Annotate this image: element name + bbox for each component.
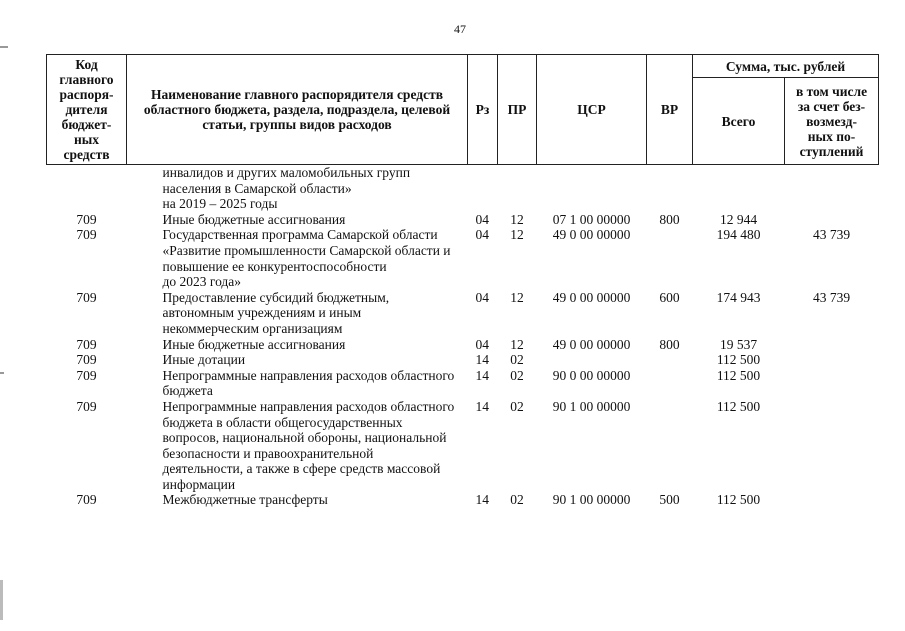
free-cell (785, 352, 879, 368)
header-vr: ВР (647, 55, 693, 165)
vr-cell: 800 (659, 336, 680, 352)
free-cell (785, 368, 879, 399)
code-cell: 709 (76, 211, 97, 227)
pr-cell: 02 (510, 367, 524, 383)
free-cell: 43 739 (812, 227, 851, 243)
pr-cell: 02 (510, 398, 524, 414)
free-cell (785, 165, 879, 212)
total-cell: 112 500 (716, 352, 761, 368)
name-cell: Непрограммные направления расходов областного бюджета в области общегосударственных вопросов, национальной обороны, национальной безопасности и правоохранительной деятельности, а также в сфере средств массовой информации (162, 398, 455, 492)
csr-cell: 90 1 00 00000 (552, 398, 631, 414)
pr-cell: 12 (510, 336, 524, 352)
total-cell: 112 500 (716, 398, 761, 414)
pr-cell: 02 (510, 492, 524, 508)
total-cell: 12 944 (719, 211, 758, 227)
name-cell: Предоставление субсидий бюджетным, автономным учреждениям и иным некоммерческим организациям (162, 289, 390, 336)
code-cell: 709 (76, 336, 97, 352)
header-pr: ПР (498, 55, 537, 165)
table-row (47, 352, 879, 368)
name-cell: Межбюджетные трансферты (162, 492, 328, 508)
vr-cell: 600 (659, 289, 680, 305)
rz-cell: 04 (475, 336, 489, 352)
scan-artifact (0, 372, 4, 374)
name-cell: Непрограммные направления расходов областного бюджета (162, 367, 455, 399)
code-cell: 709 (76, 367, 97, 383)
free-cell (785, 212, 879, 228)
scan-artifact (0, 46, 8, 48)
pr-cell: 02 (510, 352, 524, 368)
table-body (47, 165, 879, 509)
code-cell: 709 (76, 352, 97, 368)
csr-cell: 90 1 00 00000 (552, 492, 631, 508)
table-row (47, 212, 879, 228)
header-sum: Сумма, тыс. рублей (693, 55, 879, 78)
vr-cell (647, 368, 693, 399)
header-incl: в том числе за счет без- возмезд- ных по- ступлений (785, 78, 879, 165)
table-row (47, 337, 879, 353)
rz-cell: 04 (475, 211, 489, 227)
name-cell: инвалидов и других маломобильных групп населения в Самарской области» на 2019 – 2025 годы (127, 165, 468, 212)
code-cell (47, 165, 127, 212)
name-cell: Иные бюджетные ассигнования (162, 336, 346, 352)
header-name: Наименование главного распорядителя средств областного бюджета, раздела, подраздела, целевой статьи, группы видов расходов (127, 55, 468, 165)
free-cell (785, 399, 879, 493)
rz-cell: 04 (475, 289, 489, 305)
csr-cell: 07 1 00 00000 (552, 211, 631, 227)
table-row (47, 165, 879, 212)
total-cell: 194 480 (716, 227, 761, 243)
table-row (47, 227, 879, 289)
pr-cell (498, 165, 537, 212)
name-cell: Иные бюджетные ассигнования (162, 211, 346, 227)
code-cell: 709 (76, 398, 97, 414)
free-cell: 43 739 (812, 289, 851, 305)
vr-cell (647, 399, 693, 493)
total-cell: 19 537 (719, 336, 758, 352)
vr-cell (647, 165, 693, 212)
table-row (47, 399, 879, 493)
csr-cell: 49 0 00 00000 (552, 336, 631, 352)
table-row (47, 492, 879, 508)
total-cell: 112 500 (716, 492, 761, 508)
total-cell: 174 943 (716, 289, 761, 305)
header-rz: Рз (468, 55, 498, 165)
rz-cell: 14 (475, 492, 489, 508)
table-row (47, 290, 879, 337)
rz-cell: 04 (475, 227, 489, 243)
vr-cell: 500 (659, 492, 680, 508)
vr-cell: 800 (659, 211, 680, 227)
csr-cell: 49 0 00 00000 (552, 289, 631, 305)
csr-cell: 90 0 00 00000 (552, 367, 631, 383)
budget-table (46, 54, 879, 508)
name-cell: Государственная программа Самарской области «Развитие промышленности Самарской области и повышение ее конкурентоспособности до 2023 года» (162, 227, 451, 290)
vr-cell (647, 352, 693, 368)
rz-cell (468, 165, 498, 212)
csr-cell (537, 165, 647, 212)
code-cell: 709 (76, 289, 97, 305)
csr-cell (537, 352, 647, 368)
scan-artifact (0, 580, 3, 620)
pr-cell: 12 (510, 289, 524, 305)
header-csr: ЦСР (537, 55, 647, 165)
table-row (47, 368, 879, 399)
rz-cell: 14 (475, 398, 489, 414)
rz-cell: 14 (475, 367, 489, 383)
rz-cell: 14 (475, 352, 489, 368)
total-cell (693, 165, 785, 212)
pr-cell: 12 (510, 227, 524, 243)
free-cell (785, 337, 879, 353)
pr-cell: 12 (510, 211, 524, 227)
header-total: Всего (693, 78, 785, 165)
vr-cell (647, 227, 693, 289)
total-cell: 112 500 (716, 367, 761, 383)
code-cell: 709 (76, 227, 97, 243)
free-cell (785, 492, 879, 508)
header-code: Код главного распоря- дителя бюджет- ных средств (47, 55, 127, 165)
code-cell: 709 (76, 492, 97, 508)
name-cell: Иные дотации (162, 352, 246, 368)
csr-cell: 49 0 00 00000 (552, 227, 631, 243)
page-number: 47 (454, 22, 466, 36)
